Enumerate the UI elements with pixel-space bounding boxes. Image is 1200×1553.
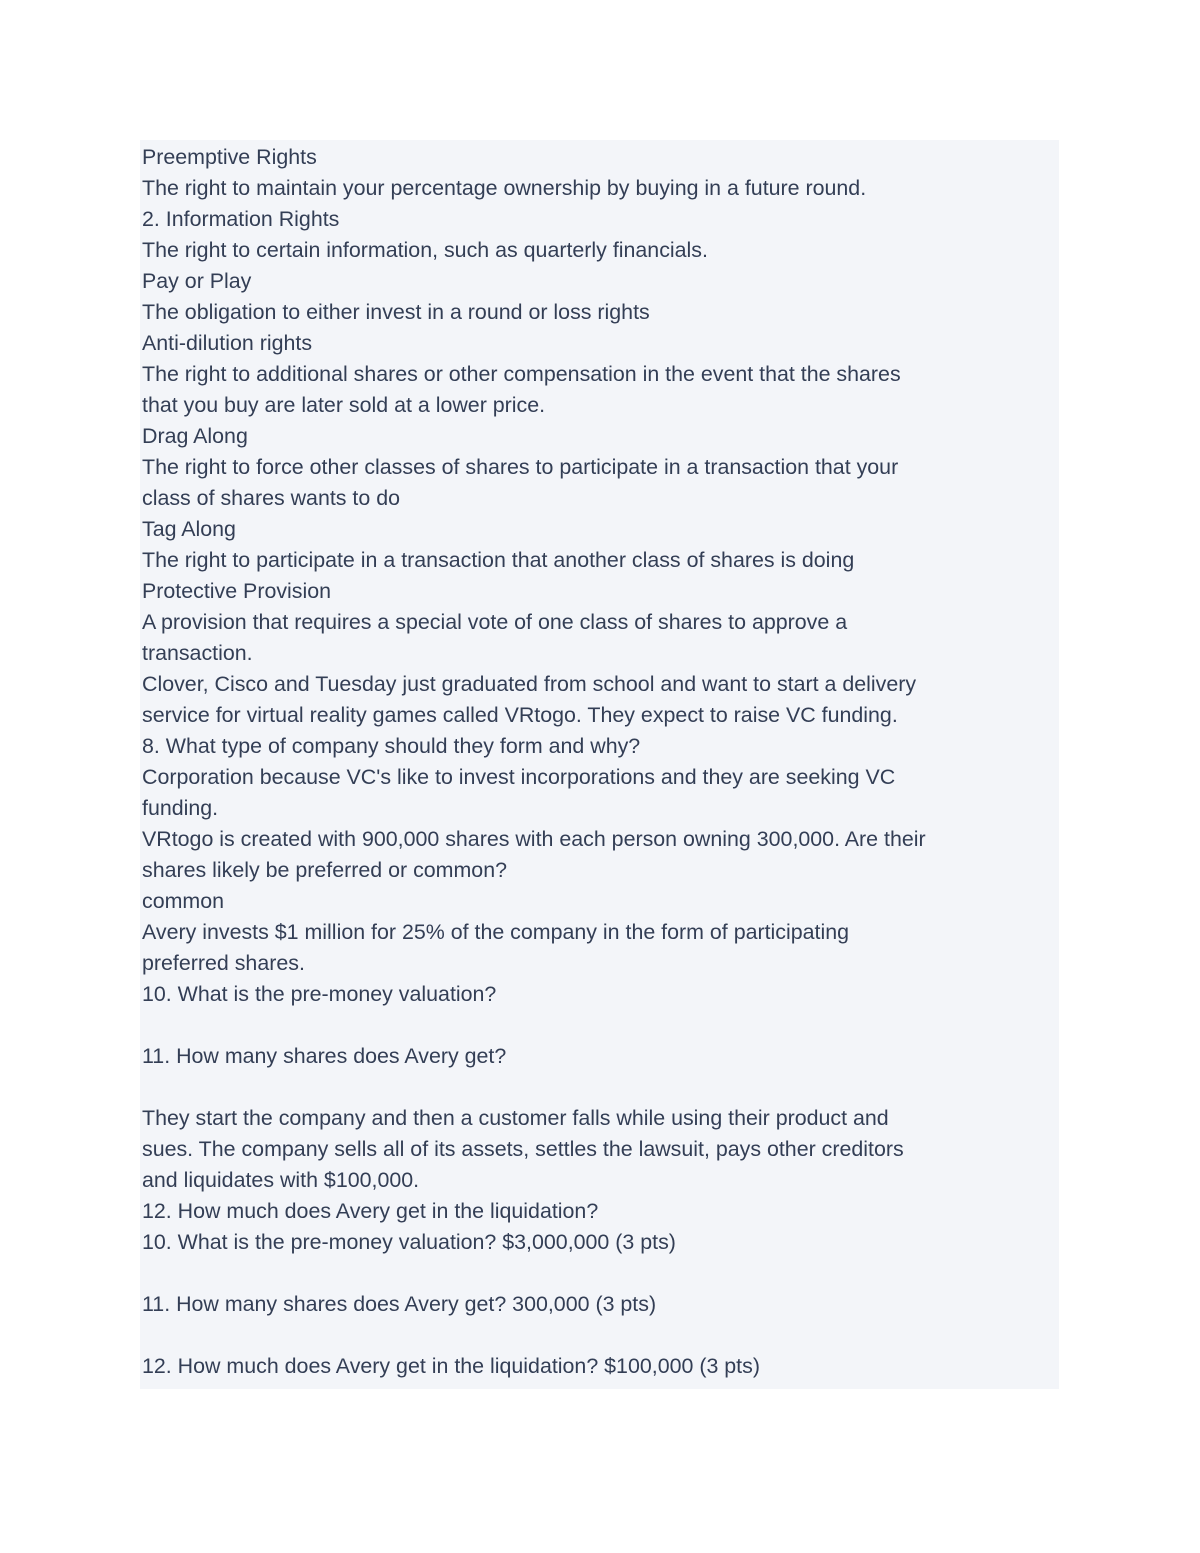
text-line: The right to maintain your percentage ownership by buying in a future round. bbox=[142, 176, 867, 200]
text-line: that you buy are later sold at a lower price. bbox=[142, 393, 546, 417]
text-line: Drag Along bbox=[142, 424, 248, 448]
text-line: 10. What is the pre-money valuation? $3,000,000 (3 pts) bbox=[142, 1230, 676, 1254]
text-line: shares likely be preferred or common? bbox=[142, 858, 507, 882]
text-line: Clover, Cisco and Tuesday just graduated from school and want to start a delivery bbox=[142, 672, 917, 696]
text-line: 11. How many shares does Avery get? bbox=[142, 1044, 507, 1068]
text-line: Avery invests $1 million for 25% of the company in the form of participating bbox=[142, 920, 850, 944]
blank-line bbox=[142, 1320, 1059, 1351]
text-line: Tag Along bbox=[142, 517, 236, 541]
text-line: Anti-dilution rights bbox=[142, 331, 313, 355]
text-line: Corporation because VC's like to invest incorporations and they are seeking VC bbox=[142, 765, 896, 789]
text-line: Preemptive Rights bbox=[142, 145, 317, 169]
text-line: 8. What type of company should they form and why? bbox=[142, 734, 641, 758]
text-line: sues. The company sells all of its assets, settles the lawsuit, pays other creditors bbox=[142, 1137, 904, 1161]
document-text bbox=[140, 140, 1059, 1382]
text-line: VRtogo is created with 900,000 shares with each person owning 300,000. Are their bbox=[142, 827, 926, 851]
document-page-content bbox=[140, 140, 1059, 1389]
text-line: class of shares wants to do bbox=[142, 486, 401, 510]
text-line: The obligation to either invest in a round or loss rights bbox=[142, 300, 650, 324]
text-line: The right to participate in a transaction that another class of shares is doing bbox=[142, 548, 855, 572]
text-line: funding. bbox=[142, 796, 219, 820]
text-line: The right to certain information, such as quarterly financials. bbox=[142, 238, 708, 262]
text-line: The right to additional shares or other compensation in the event that the shares bbox=[142, 362, 901, 386]
text-line: service for virtual reality games called VRtogo. They expect to raise VC funding. bbox=[142, 703, 898, 727]
text-line: 12. How much does Avery get in the liquidation? bbox=[142, 1199, 599, 1223]
text-line: Protective Provision bbox=[142, 579, 332, 603]
text-line: 2. Information Rights bbox=[142, 207, 340, 231]
text-line: preferred shares. bbox=[142, 951, 305, 975]
text-line: They start the company and then a customer falls while using their product and bbox=[142, 1106, 889, 1130]
text-line: A provision that requires a special vote of one class of shares to approve a bbox=[142, 610, 848, 634]
text-line: The right to force other classes of shares to participate in a transaction that your bbox=[142, 455, 899, 479]
text-line: 10. What is the pre-money valuation? bbox=[142, 982, 497, 1006]
text-line: 11. How many shares does Avery get? 300,000 (3 pts) bbox=[142, 1292, 657, 1316]
blank-line bbox=[142, 1072, 1059, 1103]
text-line: common bbox=[142, 889, 225, 913]
text-line: 12. How much does Avery get in the liquidation? $100,000 (3 pts) bbox=[142, 1354, 760, 1378]
text-line: transaction. bbox=[142, 641, 253, 665]
text-line: and liquidates with $100,000. bbox=[142, 1168, 420, 1192]
blank-line bbox=[142, 1010, 1059, 1041]
blank-line bbox=[142, 1258, 1059, 1289]
text-line: Pay or Play bbox=[142, 269, 252, 293]
